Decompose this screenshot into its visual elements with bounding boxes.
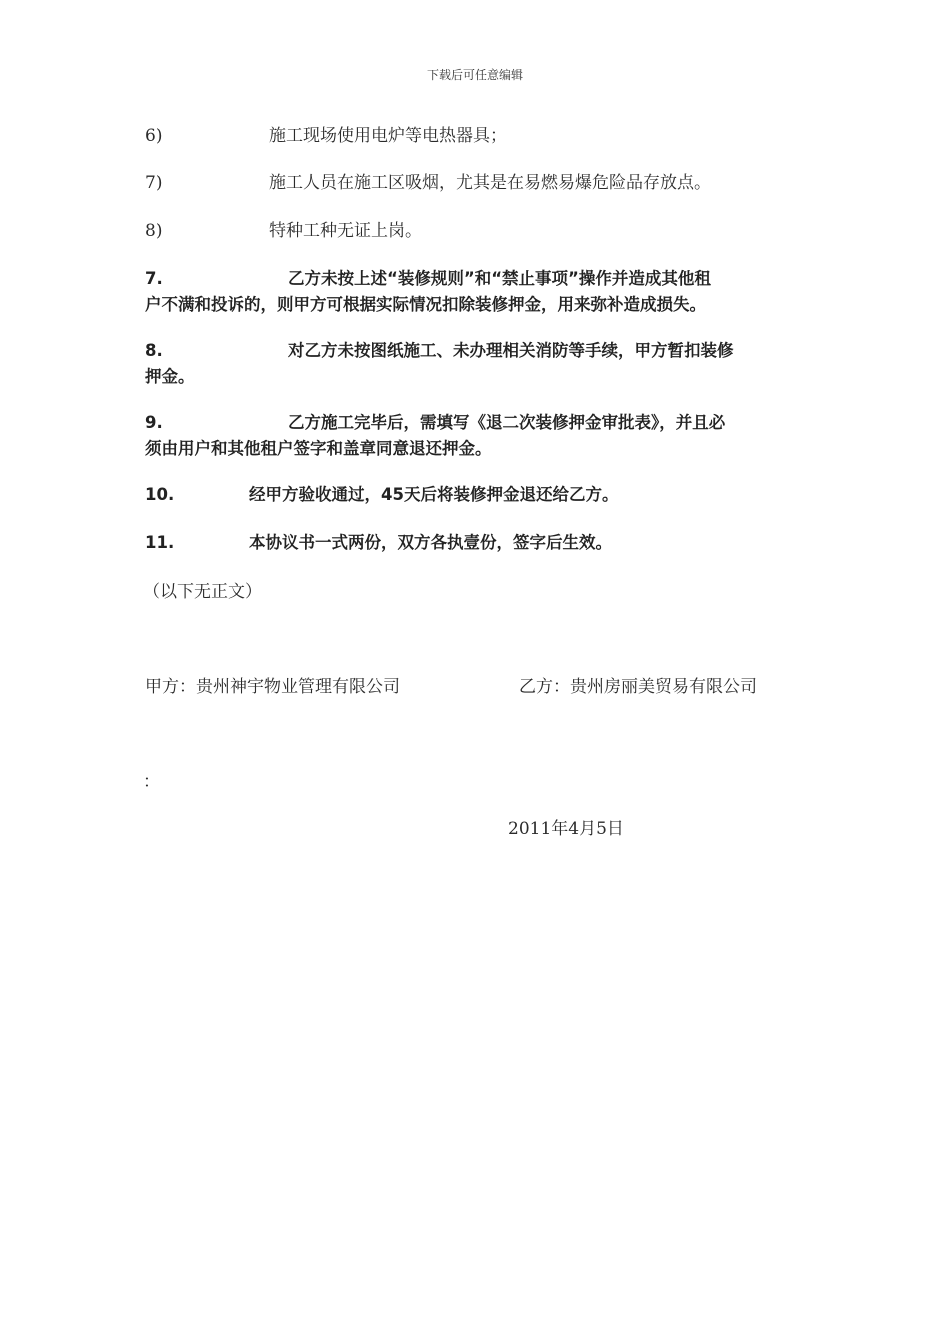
clause-8 (145, 338, 810, 390)
item-number: 7) (145, 173, 163, 193)
clause-line: 押金。 (145, 367, 195, 386)
item-text: 特种工种无证上岗。 (269, 221, 422, 241)
clause-line: 乙方未按上述“装修规则”和“禁止事项”操作并造成其他租 (288, 269, 711, 288)
clause-number: 9. (145, 413, 163, 432)
item-text: 施工现场使用电炉等电热器具； (269, 126, 507, 146)
clause-number: 11. (145, 533, 175, 552)
party-a: 甲方：贵州神宇物业管理有限公司 (145, 677, 400, 697)
item-text: 施工人员在施工区吸烟，尤其是在易燃易爆危险品存放点。 (269, 173, 711, 193)
header-note: 下载后可任意编辑 (426, 68, 523, 82)
clause-line: 经甲方验收通过，45天后将装修押金退还给乙方。 (249, 485, 619, 504)
party-b: 乙方：贵州房丽美贸易有限公司 (519, 677, 757, 697)
clause-7 (145, 266, 810, 318)
end-note: （以下无正文） (143, 582, 262, 602)
clause-number: 10. (145, 485, 175, 504)
signing-date: 2011年4月5日 (508, 819, 624, 839)
list-item (145, 124, 810, 149)
item-number: 6) (145, 126, 163, 146)
clause-number: 7. (145, 269, 163, 288)
clause-line: 须由用户和其他租户签字和盖章同意退还押金。 (145, 439, 492, 458)
colon-mark: ： (143, 772, 160, 792)
clause-11 (145, 530, 810, 556)
list-item (145, 171, 810, 196)
clause-10 (145, 482, 810, 508)
clause-number: 8. (145, 341, 163, 360)
clause-line: 乙方施工完毕后，需填写《退二次装修押金审批表》，并且必 (288, 413, 726, 432)
item-number: 8) (145, 221, 163, 241)
clause-line: 本协议书一式两份，双方各执壹份，签字后生效。 (249, 533, 612, 552)
clause-9 (145, 410, 810, 462)
clause-line: 对乙方未按图纸施工、未办理相关消防等手续，甲方暂扣装修 (288, 341, 734, 360)
clause-line: 户不满和投诉的，则甲方可根据实际情况扣除装修押金，用来弥补造成损失。 (145, 295, 706, 314)
list-item (145, 219, 810, 244)
